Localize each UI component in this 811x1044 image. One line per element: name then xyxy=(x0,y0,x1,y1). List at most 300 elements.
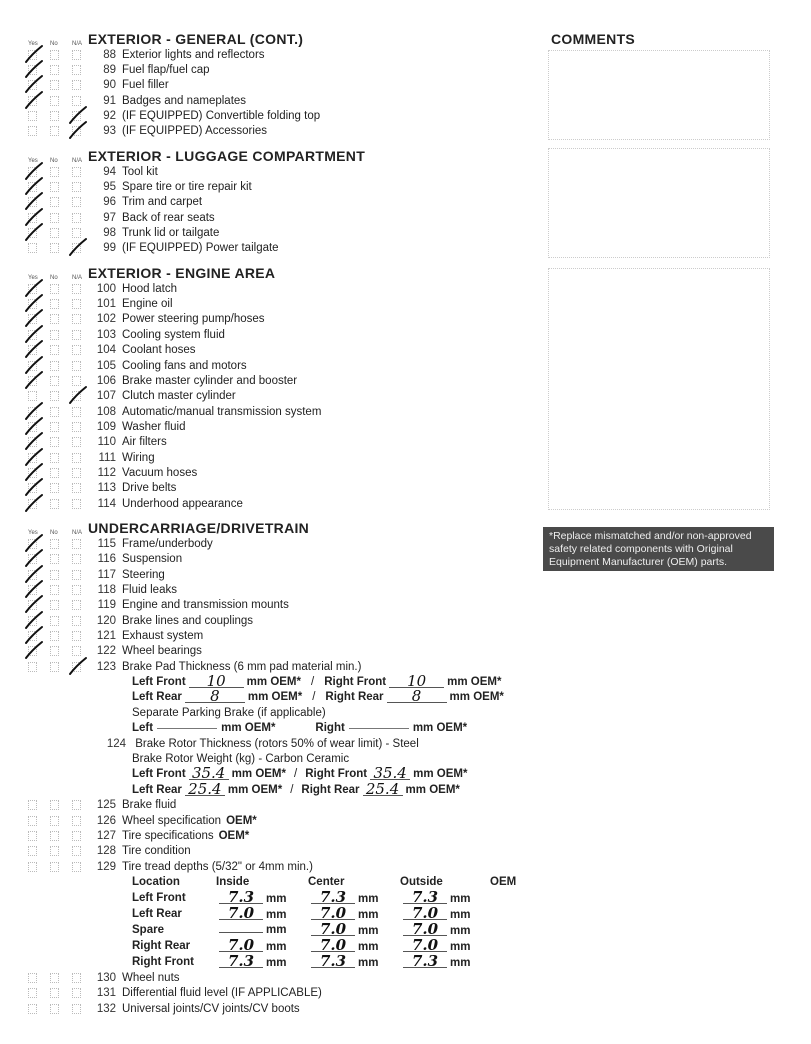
checkbox-no[interactable] xyxy=(50,554,59,564)
field-label: Right Rear xyxy=(325,691,384,704)
handwritten-value[interactable]: 35.4 xyxy=(189,768,229,780)
checkbox-no[interactable] xyxy=(50,361,59,371)
checkbox-na[interactable] xyxy=(72,243,81,253)
checkbox-yes[interactable] xyxy=(28,800,37,810)
checkbox-no[interactable] xyxy=(50,831,59,841)
item-label: Brake Pad Thickness (6 mm pad material min.) xyxy=(122,660,362,673)
detail-line: Left Rear 8 mm OEM* / Right Rear 8 mm OEM* xyxy=(132,687,504,706)
item-number: 115 xyxy=(97,537,116,550)
unit-label: mm xyxy=(231,768,253,781)
checklist-item xyxy=(28,567,548,582)
handwritten-value[interactable]: 7.0 xyxy=(403,940,447,952)
no-column-label: No xyxy=(50,275,58,282)
section-title: UNDERCARRIAGE/DRIVETRAIN xyxy=(88,520,310,537)
checkbox-na[interactable] xyxy=(72,407,81,417)
unit-label: mm xyxy=(450,924,471,937)
parking-brake-label: Separate Parking Brake (if applicable) xyxy=(132,706,326,719)
comments-box-luggage[interactable] xyxy=(548,148,770,258)
item-number: 117 xyxy=(97,568,116,581)
item-number: 130 xyxy=(96,971,116,984)
item-label: Trunk lid or tailgate xyxy=(122,227,220,240)
checkbox-na[interactable] xyxy=(72,662,81,672)
checkbox-no[interactable] xyxy=(50,345,59,355)
checklist-item xyxy=(28,93,548,108)
comments-box-general[interactable] xyxy=(548,50,770,140)
unit-label: mm xyxy=(266,940,287,953)
item-number: 105 xyxy=(96,359,116,372)
checkbox-na[interactable] xyxy=(72,585,81,595)
checklist-item xyxy=(28,312,548,327)
checkbox-no[interactable] xyxy=(50,126,59,136)
item-number: 118 xyxy=(97,583,116,596)
tread-header: Location xyxy=(132,876,180,889)
unit-label: mm xyxy=(450,908,471,921)
item-label: Wheel bearings xyxy=(122,645,202,658)
checkbox-yes[interactable] xyxy=(28,228,37,238)
item-label: Cooling system fluid xyxy=(122,328,225,341)
tread-location: Right Rear xyxy=(132,940,191,953)
handwritten-value[interactable]: 7.0 xyxy=(403,924,447,936)
item-number: 113 xyxy=(97,482,116,495)
item-label: Engine oil xyxy=(122,298,173,311)
item-label: Washer fluid xyxy=(122,420,186,433)
checkbox-yes[interactable] xyxy=(28,111,37,121)
checkbox-no[interactable] xyxy=(50,600,59,610)
tread-location: Right Front xyxy=(132,956,194,969)
checkbox-yes[interactable] xyxy=(28,831,37,841)
section-header xyxy=(28,30,548,47)
unit-label: mm xyxy=(358,940,379,953)
detail-line xyxy=(28,903,548,922)
comments-box-engine[interactable] xyxy=(548,268,770,510)
item-label: Cooling fans and motors xyxy=(122,359,247,372)
field-label: Left Front xyxy=(132,768,186,781)
checkbox-na[interactable] xyxy=(72,345,81,355)
checklist-item xyxy=(28,179,548,194)
handwritten-value[interactable]: 25.4 xyxy=(363,784,403,796)
checkbox-no[interactable] xyxy=(50,570,59,580)
handwritten-value[interactable]: 10 xyxy=(389,676,444,688)
checkbox-na[interactable] xyxy=(72,284,81,294)
item-number: 123 xyxy=(96,660,116,673)
checkbox-no[interactable] xyxy=(50,243,59,253)
field-label: Left xyxy=(132,722,154,735)
checkbox-no[interactable] xyxy=(50,973,59,983)
checkbox-no[interactable] xyxy=(50,483,59,493)
checkbox-na[interactable] xyxy=(72,182,81,192)
checkbox-no[interactable] xyxy=(50,499,59,509)
handwritten-value[interactable]: 25.4 xyxy=(185,784,225,796)
section-header xyxy=(28,147,548,164)
checkbox-na[interactable] xyxy=(72,499,81,509)
checkbox-no[interactable] xyxy=(50,80,59,90)
checkbox-no[interactable] xyxy=(50,437,59,447)
tread-location: Left Front xyxy=(132,892,186,905)
oem-label: OEM* xyxy=(271,691,303,704)
yes-column-label: Yes xyxy=(28,275,38,282)
unit-label: mm xyxy=(266,908,287,921)
unit-label: mm xyxy=(227,783,249,796)
unit-label: mm xyxy=(266,892,287,905)
checklist-item xyxy=(28,798,548,813)
item-label: Power steering pump/hoses xyxy=(122,313,265,326)
oem-label: OEM* xyxy=(251,783,283,796)
checkbox-yes[interactable] xyxy=(28,988,37,998)
item-label: Frame/underbody xyxy=(122,537,213,550)
handwritten-value[interactable]: 10 xyxy=(189,676,244,688)
item-label: (IF EQUIPPED) Convertible folding top xyxy=(122,110,321,123)
checkbox-no[interactable] xyxy=(50,182,59,192)
item-label: (IF EQUIPPED) Accessories xyxy=(122,125,268,138)
checkbox-na[interactable] xyxy=(72,846,81,856)
item-label: Trim and carpet xyxy=(122,196,203,209)
checkbox-no[interactable] xyxy=(50,407,59,417)
checkbox-na[interactable] xyxy=(72,831,81,841)
checklist-item xyxy=(28,195,548,210)
unit-label: mm xyxy=(266,956,287,969)
section-header xyxy=(28,264,548,281)
checkbox-no[interactable] xyxy=(50,330,59,340)
item-label: Brake lines and couplings xyxy=(122,614,254,627)
handwritten-value[interactable]: 7.3 xyxy=(403,892,447,904)
handwritten-value[interactable]: 7.3 xyxy=(403,956,447,968)
na-column-label: N/A xyxy=(72,41,83,47)
checklist-item xyxy=(28,343,548,358)
item-number: 102 xyxy=(96,313,116,326)
field-label: Right Front xyxy=(305,768,368,781)
item-label: Fuel flap/fuel cap xyxy=(122,64,210,77)
unit-label: mm xyxy=(221,722,242,735)
checkbox-na[interactable] xyxy=(72,468,81,478)
unit-label: mm xyxy=(449,691,470,704)
checklist-item xyxy=(28,389,548,404)
checkbox-na[interactable] xyxy=(72,361,81,371)
unit-label: mm xyxy=(358,908,379,921)
unit-label: mm xyxy=(450,940,471,953)
detail-line: Left Front 10 mm OEM* / Right Front 10 mm OEM* xyxy=(132,672,502,691)
checkmark-icon xyxy=(67,119,89,141)
yes-column-label: Yes xyxy=(28,530,38,537)
detail-line xyxy=(28,751,548,766)
detail-line xyxy=(28,919,548,938)
comments-title: COMMENTS xyxy=(551,31,636,47)
item-label: Steering xyxy=(122,568,165,581)
checkbox-na[interactable] xyxy=(72,1004,81,1014)
checklist-item xyxy=(28,659,548,674)
detail-line xyxy=(28,887,548,906)
handwritten-value[interactable]: 7.0 xyxy=(219,940,263,952)
checkbox-no[interactable] xyxy=(50,453,59,463)
section-title: EXTERIOR - LUGGAGE COMPARTMENT xyxy=(88,148,366,165)
checkbox-no[interactable] xyxy=(50,988,59,998)
no-column-label: No xyxy=(50,41,58,47)
checklist-item xyxy=(28,404,548,419)
item-number: 96 xyxy=(103,196,116,209)
item-number: 110 xyxy=(97,436,116,449)
unit-label: mm xyxy=(358,892,379,905)
na-column-label: N/A xyxy=(72,158,83,165)
item-number: 91 xyxy=(103,94,116,107)
checkbox-no[interactable] xyxy=(50,111,59,121)
checkbox-na[interactable] xyxy=(72,539,81,549)
checkbox-yes[interactable] xyxy=(28,646,37,656)
oem-label: OEM* xyxy=(218,829,250,842)
checkbox-na[interactable] xyxy=(72,422,81,432)
checkbox-na[interactable] xyxy=(72,631,81,641)
unit-label: mm xyxy=(358,956,379,969)
checkbox-no[interactable] xyxy=(50,197,59,207)
item-label: Brake master cylinder and booster xyxy=(122,374,298,387)
checkbox-no[interactable] xyxy=(50,662,59,672)
item-number: 93 xyxy=(103,125,116,138)
handwritten-value[interactable]: 7.0 xyxy=(311,940,355,952)
field-label: Left Rear xyxy=(132,691,182,704)
checklist-item xyxy=(28,241,548,256)
item-label: Spare tire or tire repair kit xyxy=(122,181,252,194)
checkbox-no[interactable] xyxy=(50,96,59,106)
detail-line: Left Front 35.4 mm OEM* / Right Front 35.4 mm OEM* xyxy=(132,764,468,783)
checkbox-yes[interactable] xyxy=(28,846,37,856)
handwritten-value[interactable]: 8 xyxy=(387,691,447,703)
checkbox-no[interactable] xyxy=(50,846,59,856)
checklist-item xyxy=(28,358,548,373)
checkbox-na[interactable] xyxy=(72,600,81,610)
item-label: Underhood appearance xyxy=(122,497,243,510)
checkbox-na[interactable] xyxy=(72,65,81,75)
checklist-item xyxy=(28,552,548,567)
oem-label: OEM* xyxy=(470,676,502,689)
item-number: 107 xyxy=(96,390,116,403)
checkbox-no[interactable] xyxy=(50,299,59,309)
checkbox-no[interactable] xyxy=(50,646,59,656)
detail-line xyxy=(28,721,548,736)
checkbox-yes[interactable] xyxy=(28,96,37,106)
checkbox-no[interactable] xyxy=(50,816,59,826)
item-number: 95 xyxy=(103,181,116,194)
oem-label: OEM* xyxy=(255,768,286,781)
item-number: 104 xyxy=(96,344,116,357)
checkbox-na[interactable] xyxy=(72,862,81,872)
item-label: Wheel specification xyxy=(122,814,222,827)
oem-note: *Replace mismatched and/or non-approved safety related components with Original Equipment Manufacturer (OEM) parts. xyxy=(543,527,774,571)
checkbox-na[interactable] xyxy=(72,973,81,983)
detail-line: Left Rear 25.4 mm OEM* / Right Rear 25.4 mm OEM* xyxy=(132,779,460,798)
item-label: Tire condition xyxy=(122,845,191,858)
checklist-item xyxy=(28,450,548,465)
checklist-item xyxy=(28,813,548,828)
checkbox-na[interactable] xyxy=(72,816,81,826)
detail-line xyxy=(28,874,548,890)
checklist-item xyxy=(28,108,548,123)
checkbox-na[interactable] xyxy=(72,570,81,580)
handwritten-value[interactable]: 35.4 xyxy=(370,768,410,780)
item-label: Universal joints/CV joints/CV boots xyxy=(122,1002,300,1015)
checkbox-na[interactable] xyxy=(72,299,81,309)
handwritten-value[interactable]: 7.3 xyxy=(219,892,263,904)
checkbox-no[interactable] xyxy=(50,167,59,177)
item-number: 126 xyxy=(96,814,116,827)
unit-label: mm xyxy=(358,924,379,937)
item-number: 127 xyxy=(96,829,116,842)
unit-label: mm xyxy=(247,691,269,704)
detail-line xyxy=(28,951,548,970)
checkbox-no[interactable] xyxy=(50,422,59,432)
checklist xyxy=(28,30,548,1016)
checkbox-na[interactable] xyxy=(72,453,81,463)
handwritten-value[interactable]: 7.0 xyxy=(311,908,355,920)
item-number: 129 xyxy=(96,860,116,873)
checkbox-na[interactable] xyxy=(72,554,81,564)
checkbox-no[interactable] xyxy=(50,376,59,386)
item-number: 120 xyxy=(96,614,116,627)
checklist-item xyxy=(28,859,548,874)
item-label: Suspension xyxy=(122,553,183,566)
oem-label: OEM* xyxy=(226,814,257,827)
unit-label: mm xyxy=(447,676,468,689)
item-label: Drive belts xyxy=(122,482,177,495)
item-label: Engine and transmission mounts xyxy=(122,599,289,612)
item-number: 103 xyxy=(96,328,116,341)
unit-label: mm xyxy=(405,783,426,796)
field-label: Left Front xyxy=(132,676,186,689)
item-label: Tire tread depths (5/32" or 4mm min.) xyxy=(122,860,313,873)
handwritten-value[interactable] xyxy=(219,932,263,933)
checkbox-no[interactable] xyxy=(50,631,59,641)
handwritten-value[interactable]: 7.3 xyxy=(311,956,355,968)
tread-header: Outside xyxy=(400,876,443,889)
checkbox-na[interactable] xyxy=(72,126,81,136)
checkbox-na[interactable] xyxy=(72,314,81,324)
detail-line xyxy=(28,705,548,720)
na-column-label: N/A xyxy=(72,530,83,537)
checkmark-icon xyxy=(67,655,89,677)
checkbox-no[interactable] xyxy=(50,50,59,60)
checkbox-na[interactable] xyxy=(72,213,81,223)
checkbox-no[interactable] xyxy=(50,800,59,810)
handwritten-value[interactable]: 7.3 xyxy=(311,892,355,904)
item-label: (IF EQUIPPED) Power tailgate xyxy=(122,242,279,255)
checkbox-yes[interactable] xyxy=(28,499,37,509)
unit-label: mm xyxy=(450,956,471,969)
checklist-item xyxy=(28,986,548,1001)
checkbox-na[interactable] xyxy=(72,437,81,447)
checklist-item xyxy=(28,62,548,77)
oem-label: OEM* xyxy=(473,691,504,704)
section-title: EXTERIOR - GENERAL (CONT.) xyxy=(88,31,304,47)
checkbox-na[interactable] xyxy=(72,391,81,401)
checkbox-yes[interactable] xyxy=(28,376,37,386)
checkbox-na[interactable] xyxy=(72,330,81,340)
checkbox-no[interactable] xyxy=(50,616,59,626)
checkbox-no[interactable] xyxy=(50,228,59,238)
item-number: 100 xyxy=(96,282,116,295)
checklist-item xyxy=(28,598,548,613)
yes-column-label: Yes xyxy=(28,41,38,47)
item-label: Brake Rotor Weight (kg) - Carbon Ceramic xyxy=(132,753,350,766)
checkbox-na[interactable] xyxy=(72,167,81,177)
checklist-item xyxy=(28,124,548,139)
checklist-item xyxy=(28,47,548,62)
item-number: 114 xyxy=(97,497,116,510)
checklist-item xyxy=(28,613,548,628)
checkbox-no[interactable] xyxy=(50,314,59,324)
handwritten-value[interactable]: 7.0 xyxy=(403,908,447,920)
item-label: Wheel nuts xyxy=(122,971,180,984)
tread-location: Spare xyxy=(132,924,164,937)
no-column-label: No xyxy=(50,158,58,165)
field-label: Right Rear xyxy=(301,783,360,796)
checkbox-no[interactable] xyxy=(50,585,59,595)
item-label: Hood latch xyxy=(122,282,177,295)
unit-label: mm xyxy=(413,768,434,781)
checkbox-na[interactable] xyxy=(72,483,81,493)
field-label: Right Front xyxy=(324,676,387,689)
checklist-item xyxy=(28,496,548,511)
checkbox-yes[interactable] xyxy=(28,243,37,253)
field-label: Left Rear xyxy=(132,783,182,796)
checkbox-no[interactable] xyxy=(50,391,59,401)
checkbox-yes[interactable] xyxy=(28,973,37,983)
checkbox-yes[interactable] xyxy=(28,662,37,672)
item-label: Tool kit xyxy=(122,165,158,178)
checkbox-na[interactable] xyxy=(72,616,81,626)
handwritten-value[interactable]: 7.0 xyxy=(311,924,355,936)
checklist-item xyxy=(28,844,548,859)
item-number: 111 xyxy=(98,451,116,464)
checkbox-na[interactable] xyxy=(72,50,81,60)
checkbox-na[interactable] xyxy=(72,80,81,90)
item-label: Fuel filler xyxy=(122,79,169,92)
checkbox-no[interactable] xyxy=(50,862,59,872)
checkbox-no[interactable] xyxy=(50,468,59,478)
checkbox-na[interactable] xyxy=(72,988,81,998)
checkmark-icon xyxy=(67,236,89,258)
item-number: 90 xyxy=(103,79,116,92)
item-label: Brake Rotor Thickness (rotors 50% of wear limit) - Steel xyxy=(135,737,419,750)
checkbox-no[interactable] xyxy=(50,284,59,294)
checklist-item xyxy=(28,465,548,480)
checklist-item xyxy=(28,164,548,179)
handwritten-value[interactable]: 8 xyxy=(185,691,245,703)
checkbox-na[interactable] xyxy=(72,197,81,207)
tread-header: Center xyxy=(308,876,345,889)
checkbox-yes[interactable] xyxy=(28,1004,37,1014)
handwritten-value[interactable]: 7.3 xyxy=(219,956,263,968)
checkmark-icon xyxy=(23,492,45,514)
checkbox-yes[interactable] xyxy=(28,862,37,872)
checkbox-no[interactable] xyxy=(50,65,59,75)
item-label: Exterior lights and reflectors xyxy=(122,48,265,61)
handwritten-value[interactable]: 7.0 xyxy=(219,908,263,920)
checkbox-na[interactable] xyxy=(72,800,81,810)
checkbox-no[interactable] xyxy=(50,213,59,223)
checkbox-no[interactable] xyxy=(50,1004,59,1014)
checkbox-yes[interactable] xyxy=(28,126,37,136)
item-label: Coolant hoses xyxy=(122,344,196,357)
checklist-item xyxy=(28,582,548,597)
unit-label: mm xyxy=(450,892,471,905)
unit-label: mm xyxy=(266,924,287,937)
checkbox-no[interactable] xyxy=(50,539,59,549)
item-number: 108 xyxy=(96,405,116,418)
checkbox-yes[interactable] xyxy=(28,816,37,826)
checklist-item xyxy=(28,644,548,659)
item-label: Air filters xyxy=(122,436,167,449)
section-title: EXTERIOR - ENGINE AREA xyxy=(88,265,276,282)
item-number: 89 xyxy=(103,64,116,77)
oem-label: OEM* xyxy=(244,722,276,735)
checklist-item xyxy=(28,481,548,496)
